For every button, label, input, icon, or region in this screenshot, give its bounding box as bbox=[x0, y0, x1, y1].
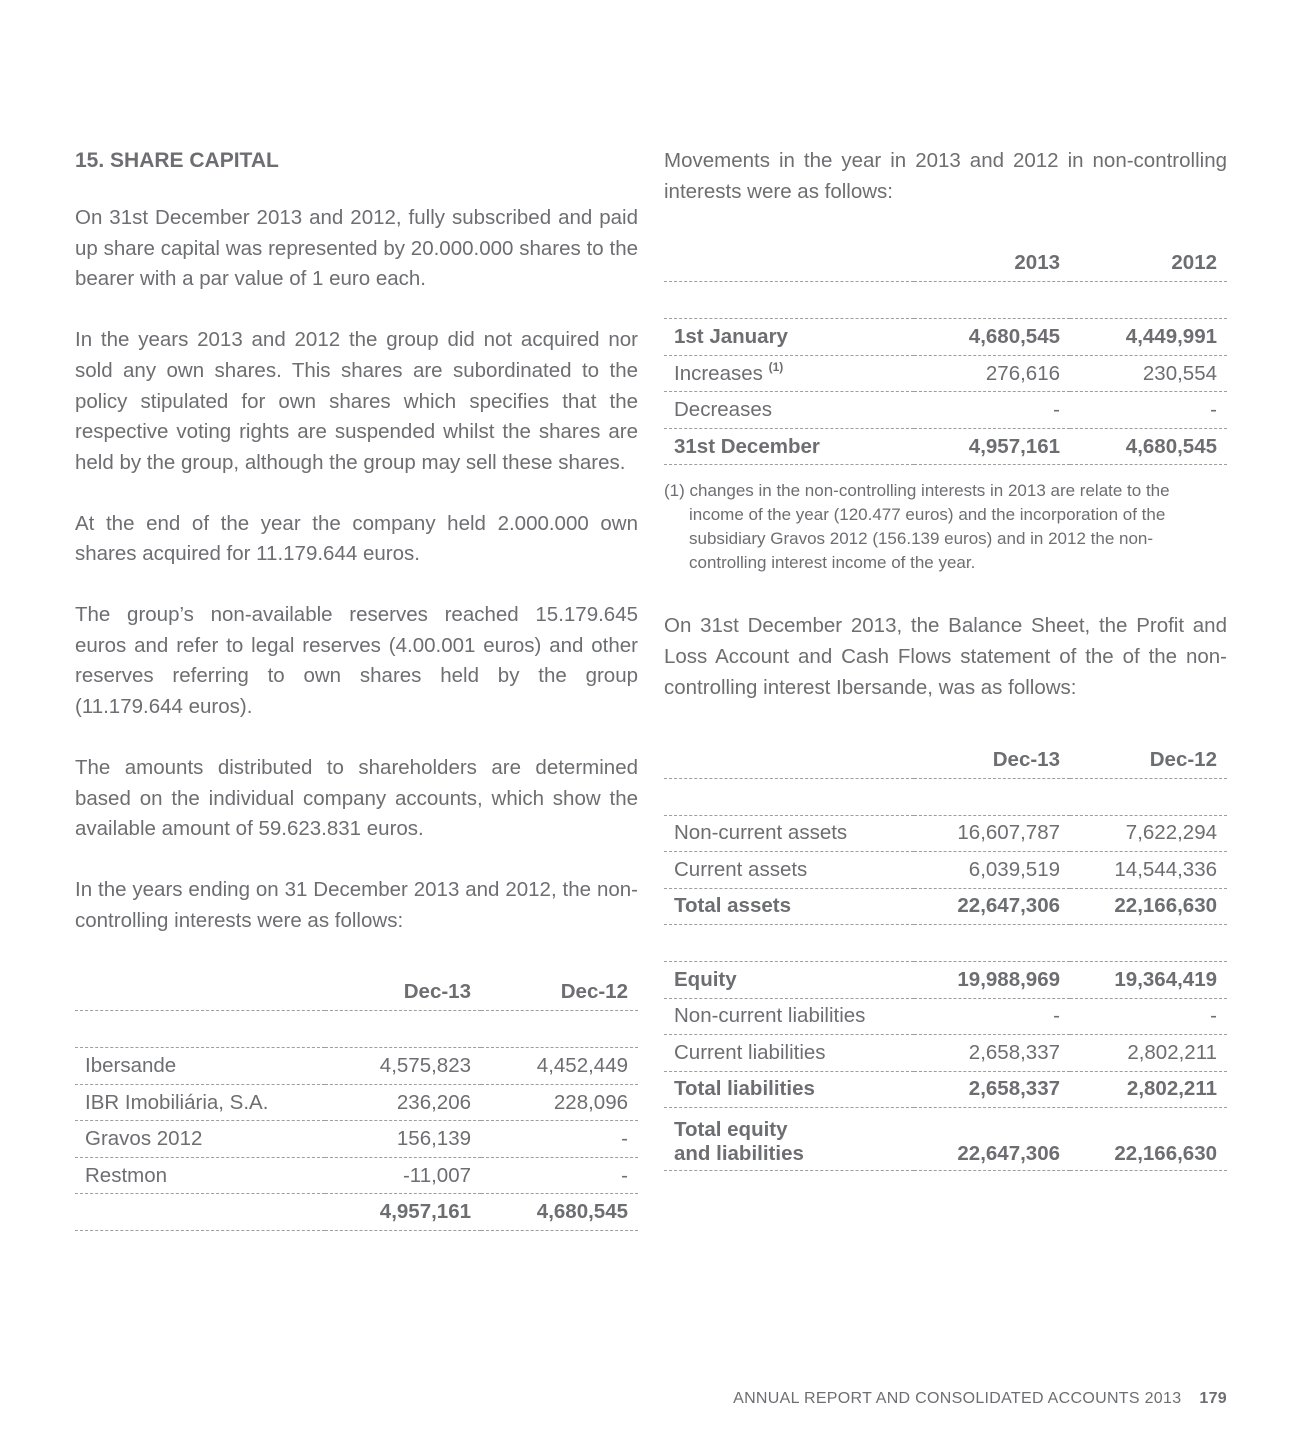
value-cell: 22,647,306 bbox=[914, 1108, 1070, 1171]
table-row bbox=[75, 1121, 638, 1158]
table-row bbox=[75, 1157, 638, 1194]
header-label-cell bbox=[75, 970, 325, 1011]
value-cell: 6,039,519 bbox=[914, 852, 1070, 889]
value-cell: 4,957,161 bbox=[914, 428, 1070, 465]
row-label-line: Total equity bbox=[674, 1118, 788, 1142]
row-label: 31st December bbox=[664, 428, 914, 465]
value-cell: 4,680,545 bbox=[914, 319, 1070, 356]
table-row bbox=[75, 1084, 638, 1121]
header-label-cell bbox=[664, 738, 914, 779]
value-cell: 2,658,337 bbox=[914, 1071, 1070, 1108]
table-row bbox=[75, 1048, 638, 1085]
value-cell: 4,452,449 bbox=[481, 1048, 638, 1085]
table-row bbox=[664, 319, 1227, 356]
column-header: Dec-12 bbox=[1070, 738, 1227, 779]
section-heading: 15. SHARE CAPITAL bbox=[75, 149, 279, 172]
paragraph: Movements in the year in 2013 and 2012 in non-controlling interests were as follows: bbox=[664, 149, 1227, 203]
table-row bbox=[664, 392, 1227, 429]
column-header: Dec-13 bbox=[914, 738, 1070, 779]
paragraph: The group’s non-available reserves reached 15.179.645 euros and refer to legal reserves (4.00.001 euros) and other reserves referring to own shares held by the group (11.179.644 euros). bbox=[75, 603, 638, 719]
value-cell: - bbox=[914, 998, 1070, 1035]
table-row bbox=[664, 1035, 1227, 1072]
value-cell: 236,206 bbox=[325, 1084, 481, 1121]
value-cell: 22,166,630 bbox=[1070, 888, 1227, 925]
row-label-with-note bbox=[664, 355, 914, 392]
table-header-row bbox=[664, 738, 1227, 779]
column-header: 2012 bbox=[1070, 241, 1227, 282]
value-cell: 19,364,419 bbox=[1070, 962, 1227, 999]
row-label: Decreases bbox=[664, 392, 914, 429]
row-label: Ibersande bbox=[75, 1048, 325, 1085]
table-row bbox=[664, 852, 1227, 889]
left-column bbox=[75, 146, 638, 1231]
paragraph: In the years ending on 31 December 2013 and 2012, the non-controlling interests were as follows: bbox=[75, 877, 638, 932]
row-label: Current assets bbox=[664, 852, 914, 889]
footer-title: ANNUAL REPORT AND CONSOLIDATED ACCOUNTS 2013 bbox=[733, 1390, 1182, 1407]
right-column bbox=[664, 146, 1227, 1171]
row-label: IBR Imobiliária, S.A. bbox=[75, 1084, 325, 1121]
value-cell: -11,007 bbox=[325, 1157, 481, 1194]
table-row bbox=[664, 998, 1227, 1035]
column-header: Dec-13 bbox=[325, 970, 481, 1011]
movements-table bbox=[664, 241, 1227, 465]
row-label: Non-current liabilities bbox=[664, 998, 914, 1035]
table-row bbox=[664, 815, 1227, 852]
spacer-row bbox=[664, 778, 1227, 815]
table-header-row bbox=[75, 970, 638, 1011]
value-cell: 2,802,211 bbox=[1070, 1071, 1227, 1108]
total-row bbox=[664, 1071, 1227, 1108]
value-cell: 4,680,545 bbox=[481, 1194, 638, 1231]
header-label-cell bbox=[664, 241, 914, 282]
page-footer bbox=[733, 1390, 1227, 1408]
spacer-row bbox=[75, 1011, 638, 1048]
row-label: Increases bbox=[674, 361, 763, 385]
value-cell: 22,647,306 bbox=[914, 888, 1070, 925]
value-cell: 4,449,991 bbox=[1070, 319, 1227, 356]
value-cell: 4,957,161 bbox=[325, 1194, 481, 1231]
value-cell: 276,616 bbox=[914, 355, 1070, 392]
value-cell: - bbox=[1070, 392, 1227, 429]
value-cell: - bbox=[1070, 998, 1227, 1035]
row-label: Gravos 2012 bbox=[75, 1121, 325, 1158]
value-cell: 156,139 bbox=[325, 1121, 481, 1158]
table-row bbox=[664, 355, 1227, 392]
row-label: Total liabilities bbox=[664, 1071, 914, 1108]
row-label: Non-current assets bbox=[664, 815, 914, 852]
value-cell: 16,607,787 bbox=[914, 815, 1070, 852]
row-label-line: and liabilities bbox=[674, 1142, 804, 1166]
value-cell: 4,680,545 bbox=[1070, 428, 1227, 465]
spacer-row bbox=[664, 282, 1227, 319]
row-label: Current liabilities bbox=[664, 1035, 914, 1072]
value-cell: 2,802,211 bbox=[1070, 1035, 1227, 1072]
column-header: Dec-12 bbox=[481, 970, 638, 1011]
value-cell: - bbox=[481, 1121, 638, 1158]
row-label: Equity bbox=[664, 962, 914, 999]
row-label bbox=[664, 1108, 914, 1171]
row-label: Total assets bbox=[664, 888, 914, 925]
page-number: 179 bbox=[1199, 1390, 1227, 1407]
paragraph: The amounts distributed to shareholders are determined based on the individual company accounts, which show the available amount of 59.623.831 euros. bbox=[75, 755, 638, 841]
grand-total-row bbox=[664, 1108, 1227, 1171]
spacer-row bbox=[664, 925, 1227, 962]
paragraph: In the years 2013 and 2012 the group did not acquired nor sold any own shares. This shares are subordinated to the policy stipulated for own shares which specifies that the respective voting rights are suspended whilst the shares are held by the group, although the group may sell these shares. bbox=[75, 328, 638, 474]
row-label: Restmon bbox=[75, 1157, 325, 1194]
paragraph: At the end of the year the company held 2.000.000 own shares acquired for 11.179.644 euros. bbox=[75, 511, 638, 566]
total-row bbox=[664, 888, 1227, 925]
total-row bbox=[664, 428, 1227, 465]
table-row bbox=[664, 962, 1227, 999]
table-header-row bbox=[664, 241, 1227, 282]
value-cell: 19,988,969 bbox=[914, 962, 1070, 999]
value-cell: 4,575,823 bbox=[325, 1048, 481, 1085]
footnote-marker: (1) bbox=[768, 359, 784, 374]
row-label: 1st January bbox=[664, 319, 914, 356]
value-cell: 7,622,294 bbox=[1070, 815, 1227, 852]
value-cell: 228,096 bbox=[481, 1084, 638, 1121]
column-header: 2013 bbox=[914, 241, 1070, 282]
value-cell: 14,544,336 bbox=[1070, 852, 1227, 889]
paragraph: On 31st December 2013 and 2012, fully subscribed and paid up share capital was represented by 20.000.000 shares to the bearer with a par value of 1 euro each. bbox=[75, 206, 638, 291]
value-cell: 22,166,630 bbox=[1070, 1108, 1227, 1171]
paragraph: On 31st December 2013, the Balance Sheet, the Profit and Loss Account and Cash Flows statement of the of the non-controlling interest Ibersande, was as follows: bbox=[664, 614, 1227, 699]
value-cell: 230,554 bbox=[1070, 355, 1227, 392]
total-row bbox=[75, 1194, 638, 1231]
non-controlling-interests-table bbox=[75, 970, 638, 1231]
ibersande-balance-table bbox=[664, 738, 1227, 1172]
row-label bbox=[75, 1194, 325, 1231]
value-cell: 2,658,337 bbox=[914, 1035, 1070, 1072]
value-cell: - bbox=[914, 392, 1070, 429]
value-cell: - bbox=[481, 1157, 638, 1194]
footnote: (1) changes in the non-controlling interests in 2013 are relate to the income of the year (120.477 euros) and the incorporation of the subsidiary Gravos 2012 (156.139 euros) and in 2012 the non-controlling interest income of the year. bbox=[664, 481, 1170, 573]
